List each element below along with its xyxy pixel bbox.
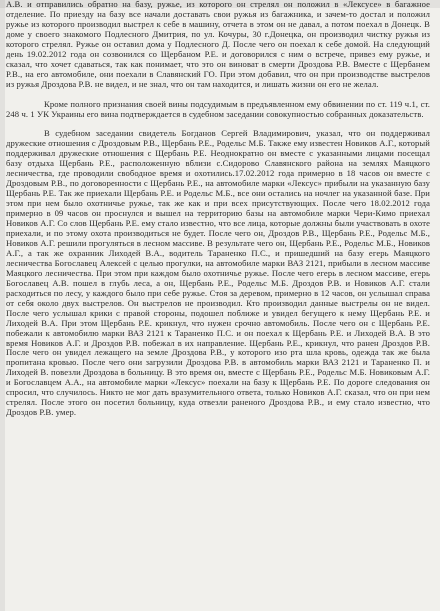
paragraph-witness-bogdanov: В судебном заседании свидетель Богданов Сергей Владимирович, указал, что он поддерживал дружеские отношения с Дроздовым Р.В., Щербань Р.Е., Родельс М.Б. Также ему известен Новиков А.Г., который поддерживал дружеские отношения с Щербань Р.Е. Неоднократно он вместе с указанными лицами посещал базу отдыха Щербань Р.Е., расположенную вблизи с.Сидорово Славянского района на землях Маяцкого лесничества, где проводили свободное время и охотились.17.02.2012 года примерно в 18 часов он вместе с Дроздовым Р.В., по договоренности с Щербань Р.Е., на автомобиле марки «Лексус» прибыли на указанную базу Щербань Р.Е. Так же приехали Щербань Р.Е. и Родельс М.Б., все они остались на ночлег на указанной базе. При этом при нем было охотничье ружье, так же как и при всех присутствующих. После чего 18.02.2012 года примерно в 09 часов он проснулся и вышел на территорию базы на автомобиле марки Чери-Кимо приехал Новиков А.Г. Со слов Щербань Р.Е. ему стало известно, что все лица, которые должны были участвовать в охоте приехали, и по этому охота производиться не будет. После чего он, Дроздов Р.В., Щербань Р.Е., Родельс М.Б., Новиков А.Г. решили прогуляться в лесном массиве. В результате чего он, Щербань Р.Е., Родельс М.Б., Новиков А.Г., а так же охранник Лиходей В.А., водитель Тараненко П.С., и пришедший на базу егерь Маяцкого лесничества Богославец Алексей с целью прогулки, на автомобиле марки ВАЗ 2121, прибыли в лесном массиве Маяцкого лесничества. При этом при каждом было охотничье ружье. После чего егерь в лесном массиве, егерь Богославец А.В. пошел в глубь леса, а он, Щербань Р.Е., Родельс М.Б. Дроздов Р.В. и Новиков А.Г. стали расходиться по лесу, у каждого было при себе ружье. Стоя за деревом, примерно в 12 часов, он услышал справа от себя около двух выстрелов. Он выстрелов не производил. Кто производил данные выстрелы он не видел. После чего услышал крики с правой стороны, подошел поближе и увидел бегущего к нему Щербань Р.Е. и Лиходей В.А. При этом Щербань Р.Е. крикнул, что нужен срочно автомобиль. После чего он с Щербань Р.Е. побежали к автомобилю марки ВАЗ 2121 к Тараненко П.С. и он поехал к Щербань Р.Е. и Лиходей В.А. В это время Новиков А.Г. и Дроздов Р.В. побежал в их направление. Щербань Р.Е., крикнул, что ранен Дроздов Р.В. После чего он увидел лежащего на земле Дроздова Р.В., у которого изо рта шла кровь, одежда так же была пропитана кровью. После чего они загрузили Дроздова Р.В. в автомобиль марки ВАЗ 2121 и Тараненко П. и Лиходей В. повезли Дроздова в больницу. В это время он, вместе с Щербань Р.Е., Родельс М.Б. Новиковым А.Г. и Богославцем А.А., на автомобиле марки «Лексус» поехали на базу к Щербань Р.Е. По дороге следования он спросил, что случилось. Никто не мог дать вразумительного ответа, только Новиков А.Г. сказал, что он при нем стрелял. После этого он посетил больницу, куда отвезли раненого Дроздова Р.В., и ему стало известно, что Дроздов Р.В. умер. bbox=[6, 128, 430, 418]
scan-shadow-left bbox=[0, 0, 5, 611]
paragraph-guilt-confirmed: Кроме полного признания своей вины подсудимым в предъявленном ему обвинении по ст. 119 ч.1, ст. 248 ч. 1 УК Украины его вина подтверждается в судебном заседании совокупностью собранных доказательств. bbox=[6, 98, 430, 119]
paragraph-confession-continued: А.В. и отправились обратно на базу, ружье, из которого он стрелял он положил в «Лексусе» в багажное отделение. По приезду на базу все начали доставать свои ружья из багажника, и зачем-то достал и положил ружье из которого производил выстрел к себе в машину, отчета в этом он не давал, а потом поехал в Донецк. В доме у своего знакомого Подлесного Дмитрия, по ул. Кочуры, 30 г.Донецка, он производил чистку ружья из которого стрелял. Ружье он оставил дома у Подлесного Д. После чего он поехал к себе домой. На следующий день 19.02.2012 года он созвонился со Щербаном Р.Е. и договорился с ним о встрече, привез ему ружье, и сказал, что хочет сдаваться, так как понимает, что это он виноват в смерти Дроздова Р.В. Вместе с Щербанем Р.В., на его автомобиле, они поехали в Славянский ГО. При этом добавил, что он при производстве выстрелов из ружья Дроздова Р.В. не видел, и не знал, что он там находится, и лишать жизни он его не желал. bbox=[6, 0, 430, 89]
